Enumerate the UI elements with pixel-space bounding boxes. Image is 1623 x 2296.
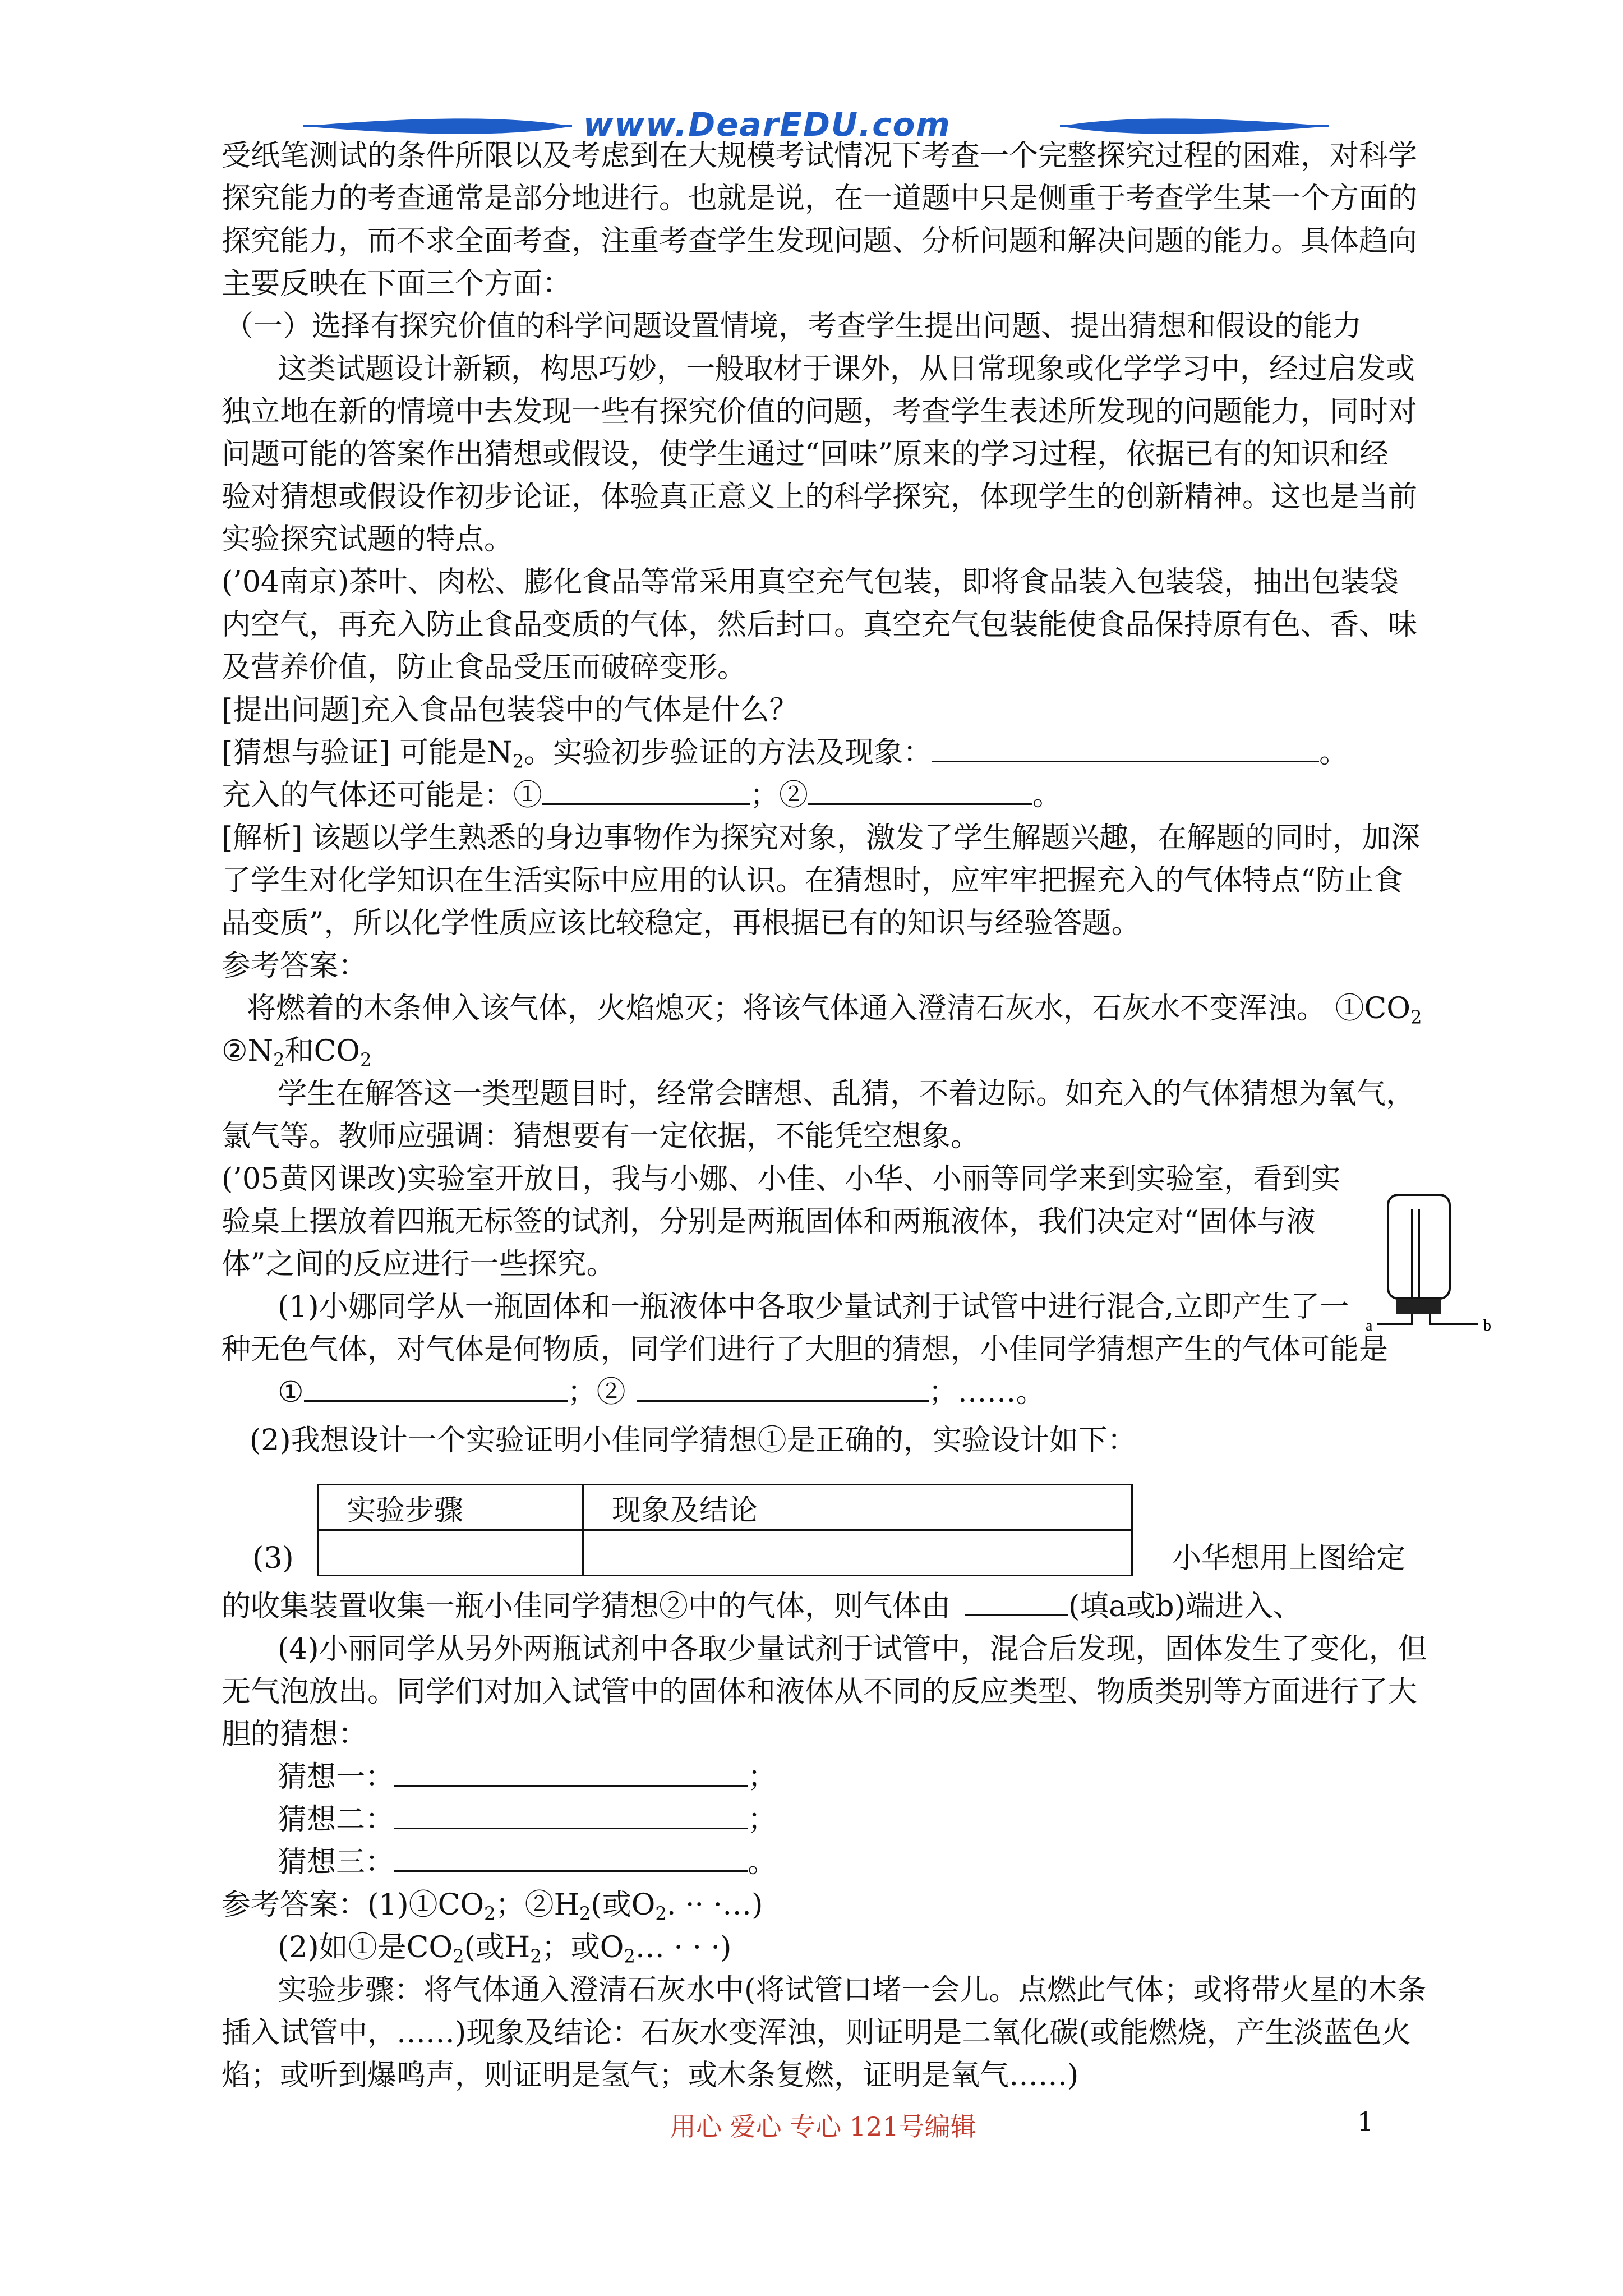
text: … · · ·) bbox=[635, 1931, 732, 1964]
text: 。 bbox=[1032, 779, 1062, 812]
note-line: 学生在解答这一类型题目时，经常会瞎想、乱猜，不着边际。如充入的气体猜想为氧气， bbox=[278, 1077, 1415, 1111]
text: 充入的气体还可能是：① bbox=[222, 779, 543, 812]
guess-line bbox=[278, 1841, 777, 1884]
page-number: 1 bbox=[1357, 2106, 1374, 2137]
text: 的收集装置收集一瓶小佳同学猜想②中的气体，则气体由 bbox=[222, 1590, 951, 1623]
answer-line: 焰；或听到爆鸣声，则证明是氢气；或木条复燃，证明是氧气……) bbox=[222, 2059, 1079, 2092]
table-header-cell: 现象及结论 bbox=[583, 1485, 1132, 1530]
analysis-line: 了学生对化学知识在生活实际中应用的认识。在猜想时，应牢牢把握充入的气体特点“防止食 bbox=[222, 864, 1403, 898]
paragraph-line: 探究能力的考查通常是部分地进行。也就是说，在一道题中只是侧重于考查学生某一个方面的 bbox=[222, 182, 1418, 215]
text: 参考答案：(1)①CO bbox=[222, 1888, 485, 1922]
text: 猜想一： bbox=[278, 1760, 395, 1794]
answer-blank[interactable] bbox=[965, 1585, 1068, 1616]
question-line bbox=[222, 774, 1062, 817]
question-line: 种无色气体，对气体是何物质，同学们进行了大胆的猜想，小佳同学猜想产生的气体可能是 bbox=[222, 1333, 1389, 1366]
text: ；②H bbox=[495, 1888, 579, 1922]
question-line: (1)小娜同学从一瓶固体和一瓶液体中各取少量试剂于试管中进行混合,立即产生了一 bbox=[278, 1290, 1349, 1324]
answer-blank[interactable] bbox=[304, 1371, 568, 1402]
footer-text: 用心 爱心 专心 121号编辑 bbox=[670, 2111, 976, 2142]
text: 。 bbox=[1319, 736, 1349, 770]
answer-blank[interactable] bbox=[932, 731, 1319, 762]
subscript: 2 bbox=[624, 1945, 635, 1967]
answer-blank[interactable] bbox=[542, 774, 750, 805]
question-label: (3) bbox=[252, 1542, 294, 1575]
text: ；② bbox=[567, 1375, 626, 1409]
paragraph-line: 问题可能的答案作出猜想或假设，使学生通过“回味”原来的学习过程，依据已有的知识和经 bbox=[222, 438, 1389, 471]
paragraph-line: 验对猜想或假设作初步论证，体验真正意义上的科学探究，体现学生的创新精神。这也是当前 bbox=[222, 480, 1418, 514]
table-header-cell: 实验步骤 bbox=[318, 1485, 583, 1530]
question-line: (2)我想设计一个实验证明小佳同学猜想①是正确的，实验设计如下： bbox=[250, 1424, 1137, 1457]
question-line bbox=[278, 1371, 1045, 1414]
question-line: 体”之间的反应进行一些探究。 bbox=[222, 1248, 616, 1281]
text: ②N bbox=[222, 1034, 274, 1068]
text: 猜想二： bbox=[278, 1803, 395, 1837]
table-header-row bbox=[318, 1485, 1132, 1530]
analysis-line: 品变质”，所以化学性质应该比较稳定，再根据已有的知识与经验答题。 bbox=[222, 907, 1141, 940]
answer-blank[interactable] bbox=[637, 1371, 929, 1402]
subscript: 2 bbox=[579, 1903, 591, 1925]
table-cell[interactable] bbox=[318, 1530, 583, 1576]
question-line: 内空气，再充入防止食品变质的气体，然后封口。真空充气包装能使食品保持原有色、香、味 bbox=[222, 608, 1418, 642]
answer-blank[interactable] bbox=[808, 774, 1032, 805]
paragraph-line: 实验探究试题的特点。 bbox=[222, 523, 514, 556]
subscript: 2 bbox=[655, 1903, 667, 1925]
paragraph-line: 探究能力，而不求全面考查，注重考查学生发现问题、分析问题和解决问题的能力。具体趋向 bbox=[222, 224, 1418, 258]
question-line: (’05黄冈课改)实验室开放日，我与小娜、小佳、小华、小丽等同学来到实验室，看到实 bbox=[222, 1162, 1341, 1196]
site-logo-text: www.DearEDU.com bbox=[583, 105, 951, 144]
experiment-table bbox=[317, 1484, 1133, 1576]
text: 猜想三： bbox=[278, 1846, 395, 1879]
gas-collection-bottle-figure bbox=[1363, 1189, 1509, 1335]
question-line: 无气泡放出。同学们对加入试管中的固体和液体从不同的反应类型、物质类别等方面进行了大 bbox=[222, 1675, 1418, 1709]
analysis-line: [解析] 该题以学生熟悉的身边事物作为探究对象，激发了学生解题兴趣，在解题的同时，加深 bbox=[222, 821, 1421, 855]
question-line: 小华想用上图给定 bbox=[1172, 1542, 1406, 1575]
subscript: 2 bbox=[273, 1049, 285, 1071]
question-line bbox=[222, 1585, 1302, 1628]
note-line: 氯气等。教师应强调：猜想要有一定依据，不能凭空想象。 bbox=[222, 1120, 980, 1153]
text: 和CO bbox=[284, 1034, 361, 1068]
text: (2)如①是CO bbox=[278, 1931, 453, 1964]
paragraph-line: 受纸笔测试的条件所限以及考虑到在大规模考试情况下考查一个完整探究过程的困难，对科学 bbox=[222, 139, 1418, 173]
answer-blank[interactable] bbox=[394, 1798, 748, 1829]
subscript: 2 bbox=[1410, 1006, 1422, 1028]
guess-line bbox=[278, 1756, 777, 1798]
answer-heading: 参考答案： bbox=[222, 949, 368, 983]
answer-line bbox=[247, 987, 1422, 1039]
subscript: 2 bbox=[453, 1945, 464, 1967]
answer-blank[interactable] bbox=[394, 1841, 748, 1872]
text: [猜想与验证] 可能是N bbox=[222, 736, 513, 770]
subscript: 2 bbox=[360, 1049, 372, 1071]
text: (或H bbox=[464, 1931, 531, 1964]
table-row bbox=[318, 1530, 1132, 1576]
table-cell[interactable] bbox=[583, 1530, 1132, 1576]
text: 。 bbox=[748, 1846, 777, 1879]
guess-line bbox=[278, 1798, 777, 1841]
section-heading: （一）选择有探究价值的科学问题设置情境，考查学生提出问题、提出猜想和假设的能力 bbox=[224, 310, 1362, 343]
label-b: b bbox=[1483, 1317, 1491, 1335]
text: ；② bbox=[750, 779, 809, 812]
text: (或O bbox=[591, 1888, 656, 1922]
subscript: 2 bbox=[484, 1903, 496, 1925]
question-line: [提出问题]充入食品包装袋中的气体是什么？ bbox=[222, 693, 799, 727]
subscript: 2 bbox=[512, 751, 524, 772]
text: 将燃着的木条伸入该气体，火焰熄灭；将该气体通入澄清石灰水，石灰水不变浑浊。 ①CO bbox=[247, 992, 1410, 1025]
question-line: (’04南京)茶叶、肉松、膨化食品等常采用真空充气包装，即将食品装入包装袋，抽出包装袋 bbox=[222, 565, 1399, 599]
paragraph-line: 这类试题设计新颖，构思巧妙，一般取材于课外，从日常现象或化学学习中，经过启发或 bbox=[278, 352, 1415, 386]
question-line: 及营养价值，防止食品受压而破碎变形。 bbox=[222, 651, 747, 684]
answer-line: 实验步骤：将气体通入澄清石灰水中(将试管口堵一会儿。点燃此气体；或将带火星的木条 bbox=[278, 1973, 1427, 2007]
text: ；……。 bbox=[928, 1375, 1045, 1409]
subscript: 2 bbox=[530, 1945, 542, 1967]
text: (填a或b)端进入、 bbox=[1068, 1590, 1302, 1623]
question-line: 验桌上摆放着四瓶无标签的试剂，分别是两瓶固体和两瓶液体，我们决定对“固体与液 bbox=[222, 1205, 1316, 1239]
paragraph-line: 独立地在新的情境中去发现一些有探究价值的问题，考查学生表述所发现的问题能力，同时对 bbox=[222, 395, 1418, 429]
answer-line: 插入试管中，……)现象及结论：石灰水变浑浊，则证明是二氧化碳(或能燃烧，产生淡蓝色火 bbox=[222, 2016, 1411, 2050]
text: 。实验初步验证的方法及现象： bbox=[524, 736, 933, 770]
text: . ·· ·…) bbox=[666, 1888, 763, 1922]
label-a: a bbox=[1366, 1317, 1373, 1335]
text: ； bbox=[748, 1803, 777, 1837]
text: ； bbox=[748, 1760, 777, 1794]
paragraph-line: 主要反映在下面三个方面： bbox=[222, 267, 572, 301]
text: ① bbox=[278, 1375, 304, 1409]
answer-blank[interactable] bbox=[394, 1756, 748, 1787]
question-line: 胆的猜想： bbox=[222, 1718, 368, 1751]
text: ；或O bbox=[541, 1931, 624, 1964]
question-line: (4)小丽同学从另外两瓶试剂中各取少量试剂于试管中，混合后发现，固体发生了变化，但 bbox=[278, 1632, 1427, 1666]
